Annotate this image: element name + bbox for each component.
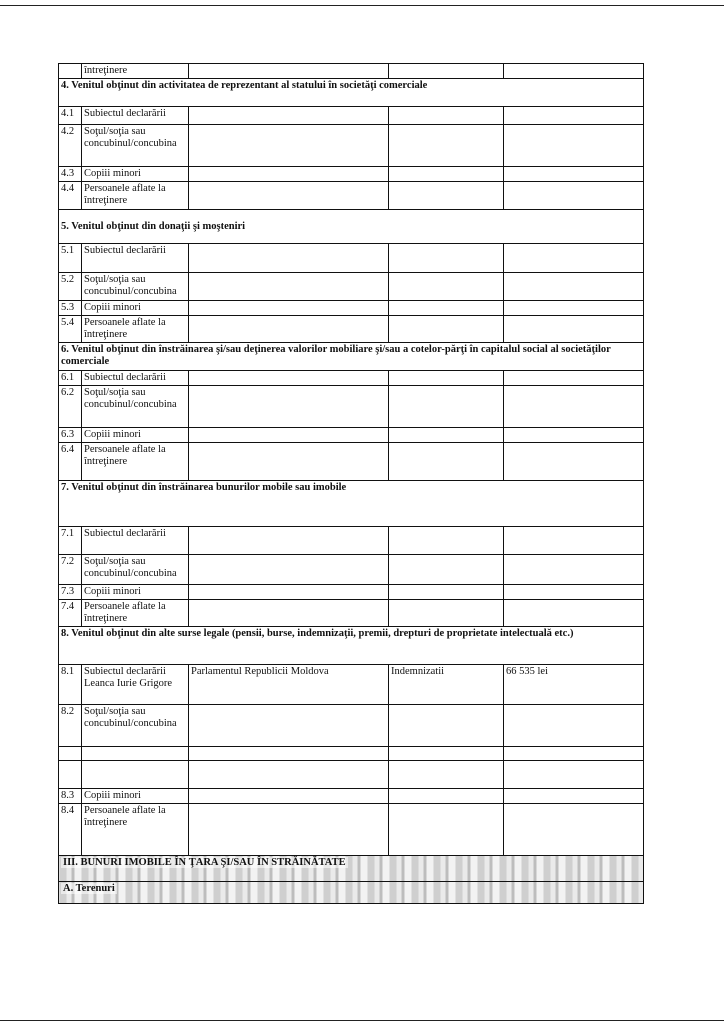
row-number: 8.4 bbox=[59, 804, 82, 856]
row-label: Copiii minori bbox=[82, 167, 189, 182]
data-cell[interactable] bbox=[189, 705, 389, 747]
data-cell[interactable] bbox=[504, 301, 644, 316]
table-row bbox=[59, 600, 644, 627]
table-row bbox=[59, 705, 644, 747]
row-label: Subiectul declarării bbox=[82, 527, 189, 555]
data-cell[interactable] bbox=[189, 600, 389, 627]
table-row bbox=[59, 761, 644, 789]
section-5-header bbox=[59, 210, 644, 244]
row-label: Persoanele aflate la întreţinere bbox=[82, 443, 189, 481]
declarant-name: Leanca Iurie Grigore bbox=[84, 678, 173, 689]
table-row bbox=[59, 665, 644, 705]
row-number: 4.4 bbox=[59, 182, 82, 210]
data-cell[interactable] bbox=[504, 386, 644, 428]
data-cell[interactable] bbox=[189, 443, 389, 481]
row-label: Subiectul declarării bbox=[82, 371, 189, 386]
table-row bbox=[59, 747, 644, 761]
row-number: 8.3 bbox=[59, 789, 82, 804]
data-cell[interactable] bbox=[389, 371, 504, 386]
row-label: Soţul/soţia sau concubinul/concubina bbox=[82, 273, 189, 301]
table-row bbox=[59, 244, 644, 273]
row-label: Subiectul declarării bbox=[82, 244, 189, 273]
data-cell[interactable] bbox=[389, 804, 504, 856]
subsection-title-cell bbox=[59, 882, 644, 904]
row-label: Copiii minori bbox=[82, 428, 189, 443]
data-cell[interactable] bbox=[189, 585, 389, 600]
row-number: 7.4 bbox=[59, 600, 82, 627]
table-row bbox=[59, 64, 644, 79]
table-row bbox=[59, 273, 644, 301]
data-cell[interactable] bbox=[389, 316, 504, 343]
data-cell[interactable] bbox=[389, 301, 504, 316]
section-title: 8. Venitul obţinut din alte surse legale (pensii, burse, indemnizaţii, premii, drepturi de proprietate intelectuală etc.) bbox=[59, 627, 644, 665]
subsection-a-header bbox=[59, 882, 644, 904]
row-number: 8.2 bbox=[59, 705, 82, 747]
section-title: 6. Venitul obţinut din înstrăinarea şi/sau deţinerea valorilor mobiliare şi/sau a cotelor-părţi în capitalul social al societăţilor comerciale bbox=[59, 343, 644, 371]
num-cell bbox=[59, 747, 82, 761]
row-label: Copiii minori bbox=[82, 585, 189, 600]
row-number: 5.3 bbox=[59, 301, 82, 316]
section-6-header bbox=[59, 343, 644, 371]
table-row bbox=[59, 555, 644, 585]
chapter-title: III. BUNURI IMOBILE ÎN ŢARA ŞI/SAU ÎN STRĂINĂTATE bbox=[63, 857, 346, 868]
section-4-header bbox=[59, 79, 644, 107]
income-type: Indemnizatii bbox=[389, 665, 504, 705]
data-cell[interactable] bbox=[189, 107, 389, 125]
row-number: 5.4 bbox=[59, 316, 82, 343]
data-cell[interactable] bbox=[504, 705, 644, 747]
table-row bbox=[59, 443, 644, 481]
data-cell[interactable] bbox=[504, 273, 644, 301]
table-row bbox=[59, 107, 644, 125]
data-cell[interactable] bbox=[189, 316, 389, 343]
data-cell[interactable] bbox=[504, 527, 644, 555]
data-cell[interactable] bbox=[389, 761, 504, 789]
data-cell[interactable] bbox=[389, 64, 504, 79]
data-cell[interactable] bbox=[389, 386, 504, 428]
data-cell[interactable] bbox=[389, 107, 504, 125]
table-row bbox=[59, 316, 644, 343]
row-number: 4.3 bbox=[59, 167, 82, 182]
data-cell[interactable] bbox=[504, 804, 644, 856]
chapter-iii-header bbox=[59, 856, 644, 882]
data-cell[interactable] bbox=[189, 167, 389, 182]
chapter-title-cell bbox=[59, 856, 644, 882]
section-title: 4. Venitul obţinut din activitatea de reprezentant al statului în societăţi comerciale bbox=[59, 79, 644, 107]
data-cell[interactable] bbox=[504, 125, 644, 167]
data-cell[interactable] bbox=[189, 64, 389, 79]
row-number: 7.1 bbox=[59, 527, 82, 555]
data-cell[interactable] bbox=[504, 555, 644, 585]
data-cell[interactable] bbox=[389, 585, 504, 600]
row-label: Copiii minori bbox=[82, 789, 189, 804]
income-source: Parlamentul Republicii Moldova bbox=[189, 665, 389, 705]
subsection-title: A. Terenuri bbox=[63, 883, 115, 894]
data-cell[interactable] bbox=[504, 428, 644, 443]
data-cell[interactable] bbox=[504, 182, 644, 210]
table-row bbox=[59, 527, 644, 555]
data-cell[interactable] bbox=[504, 64, 644, 79]
data-cell[interactable] bbox=[504, 244, 644, 273]
row-label: Soţul/soţia sau concubinul/concubina bbox=[82, 705, 189, 747]
label-cell: întreţinere bbox=[82, 64, 189, 79]
data-cell[interactable] bbox=[189, 301, 389, 316]
data-cell[interactable] bbox=[504, 371, 644, 386]
row-label: Persoanele aflate la întreţinere bbox=[82, 316, 189, 343]
row-label: Soţul/soţia sau concubinul/concubina bbox=[82, 386, 189, 428]
table-row bbox=[59, 371, 644, 386]
row-number: 6.3 bbox=[59, 428, 82, 443]
table-row bbox=[59, 428, 644, 443]
data-cell[interactable] bbox=[189, 789, 389, 804]
label-cell bbox=[82, 761, 189, 789]
row-number: 5.2 bbox=[59, 273, 82, 301]
row-label: Persoanele aflate la întreţinere bbox=[82, 600, 189, 627]
data-cell[interactable] bbox=[389, 182, 504, 210]
data-cell[interactable] bbox=[189, 747, 389, 761]
data-cell[interactable] bbox=[389, 443, 504, 481]
row-number: 7.2 bbox=[59, 555, 82, 585]
section-8-header bbox=[59, 627, 644, 665]
data-cell[interactable] bbox=[389, 705, 504, 747]
row-number: 5.1 bbox=[59, 244, 82, 273]
section-title: 7. Venitul obţinut din înstrăinarea bunurilor mobile sau imobile bbox=[59, 481, 644, 527]
data-cell[interactable] bbox=[189, 804, 389, 856]
table-row bbox=[59, 386, 644, 428]
row-number: 6.2 bbox=[59, 386, 82, 428]
data-cell[interactable] bbox=[389, 244, 504, 273]
num-cell bbox=[59, 761, 82, 789]
data-cell[interactable] bbox=[189, 761, 389, 789]
data-cell[interactable] bbox=[504, 107, 644, 125]
data-cell[interactable] bbox=[389, 273, 504, 301]
section-7-header bbox=[59, 481, 644, 527]
data-cell[interactable] bbox=[389, 789, 504, 804]
data-cell[interactable] bbox=[504, 761, 644, 789]
table-row bbox=[59, 167, 644, 182]
data-cell[interactable] bbox=[389, 555, 504, 585]
row-number: 6.4 bbox=[59, 443, 82, 481]
section-title: 5. Venitul obţinut din donaţii şi moşteniri bbox=[59, 210, 644, 244]
data-cell[interactable] bbox=[504, 789, 644, 804]
row-label: Persoanele aflate la întreţinere bbox=[82, 182, 189, 210]
declaration-table bbox=[58, 63, 644, 904]
data-cell[interactable] bbox=[189, 125, 389, 167]
data-cell[interactable] bbox=[389, 167, 504, 182]
row-label: Subiectul declarării bbox=[84, 666, 166, 677]
data-cell[interactable] bbox=[189, 555, 389, 585]
top-rule bbox=[0, 5, 724, 6]
data-cell[interactable] bbox=[389, 600, 504, 627]
data-cell[interactable] bbox=[189, 182, 389, 210]
table-row bbox=[59, 301, 644, 316]
table-row bbox=[59, 585, 644, 600]
bottom-rule bbox=[0, 1020, 724, 1021]
table-row bbox=[59, 789, 644, 804]
data-cell[interactable] bbox=[189, 273, 389, 301]
data-cell[interactable] bbox=[189, 527, 389, 555]
row-number: 6.1 bbox=[59, 371, 82, 386]
data-cell[interactable] bbox=[389, 428, 504, 443]
row-label: Persoanele aflate la întreţinere bbox=[82, 804, 189, 856]
row-label: Soţul/soţia sau concubinul/concubina bbox=[82, 555, 189, 585]
data-cell[interactable] bbox=[504, 167, 644, 182]
row-number: 8.1 bbox=[59, 665, 82, 705]
data-cell[interactable] bbox=[389, 125, 504, 167]
data-cell[interactable] bbox=[389, 527, 504, 555]
data-cell[interactable] bbox=[189, 371, 389, 386]
data-cell[interactable] bbox=[504, 443, 644, 481]
row-number: 4.1 bbox=[59, 107, 82, 125]
num-cell bbox=[59, 64, 82, 79]
table-row bbox=[59, 804, 644, 856]
data-cell[interactable] bbox=[189, 244, 389, 273]
row-label: Copiii minori bbox=[82, 301, 189, 316]
row-number: 7.3 bbox=[59, 585, 82, 600]
row-label: Soţul/soţia sau concubinul/concubina bbox=[82, 125, 189, 167]
data-cell[interactable] bbox=[504, 585, 644, 600]
table-row bbox=[59, 125, 644, 167]
table-row bbox=[59, 182, 644, 210]
income-amount: 66 535 lei bbox=[504, 665, 644, 705]
data-cell[interactable] bbox=[504, 600, 644, 627]
row-label: Subiectul declarării bbox=[82, 107, 189, 125]
data-cell[interactable] bbox=[389, 747, 504, 761]
data-cell[interactable] bbox=[504, 316, 644, 343]
label-cell bbox=[82, 747, 189, 761]
data-cell[interactable] bbox=[189, 428, 389, 443]
data-cell[interactable] bbox=[189, 386, 389, 428]
row-number: 4.2 bbox=[59, 125, 82, 167]
row-label-cell bbox=[82, 665, 189, 705]
data-cell[interactable] bbox=[504, 747, 644, 761]
